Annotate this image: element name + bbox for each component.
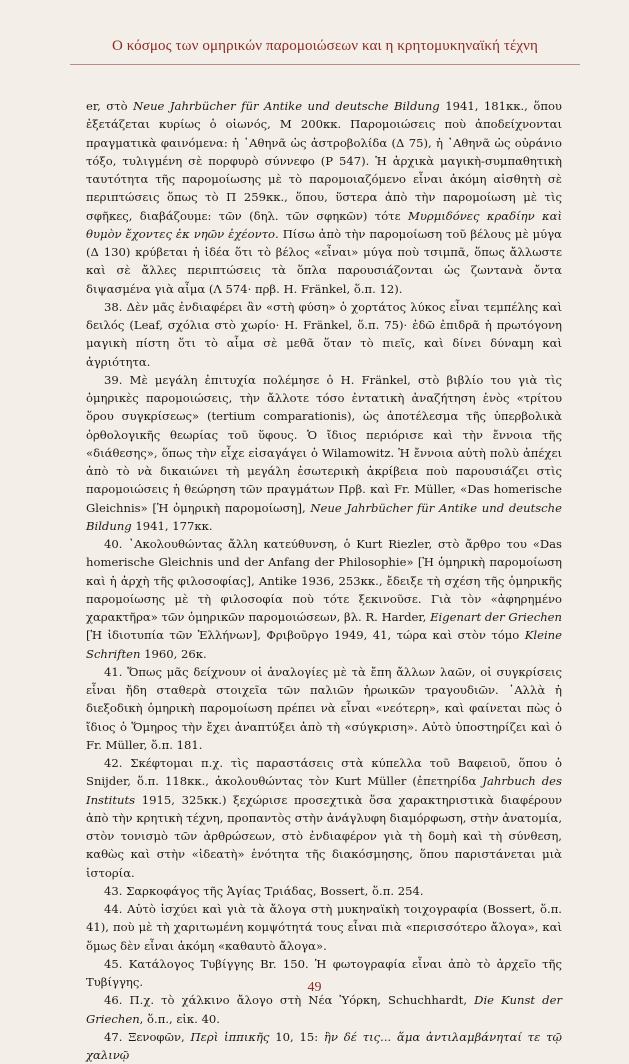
footnote-42: 42. Σκέφτομαι π.χ. τὶς παραστάσεις στὰ κύπελλα τοῦ Βαφειοῦ, ὅπου ὁ Snijder, ὅ.π. 118κκ., ἀκολουθώντας τὸν Kurt Müller (ἐπετηρίδα Jahrbuch des Instituts 1915, 325κκ.) ξεχώρισε προσεχτικὰ ὅσα χαρακτηριστικὰ διαφέρουν ἀπὸ τὴν κρητικὴ τέχνη, προπαντὸς στὴν ἀνάγλυφη διαμόρφωση, στὴν ἀνατομία, στὸν τονισμὸ τῶν ἀρθρώσεων, στὸ ἐνδιαφέρον γιὰ τὴ δομὴ καὶ τὴ σύνθεση, καθὼς καὶ στὴν «ἰδεατὴ» ἑνότητα τῆς διακόσμησης, ὅπου παριστάνεται μιὰ ἱστορία. bbox=[86, 756, 562, 880]
footnotes-body bbox=[86, 97, 562, 1064]
footnote-44: 44. Αὐτὸ ἰσχύει καὶ γιὰ τὰ ἄλογα στὴ μυκηναϊκὴ τοιχογραφία (Bossert, ὅ.π. 41), ποὺ μὲ τὴ χαριτωμένη κομψότητά τους εἶναι πιὰ «περισσότερο ἄλογα», καὶ ὅμως δὲν εἶναι ἀκόμη «καθαυτὸ ἄλογα». bbox=[86, 902, 562, 953]
footnote-40: 40. ᾿Ακολουθώντας ἄλλη κατεύθυνση, ὁ Kurt Riezler, στὸ ἄρθρο του «Das homerische Gleichnis und der Anfang der Philosophie» [Ἡ ὁμηρικὴ παρομοίωση καὶ ἡ ἀρχὴ τῆς φιλοσοφίας], Antike 1936, 253κκ., ἔδειξε τὴ σχέση τῆς ὁμηρικῆς παρομοίωσης μὲ τὴ φιλοσοφία ποὺ τότε ξεκινοῦσε. Γιὰ τὸν «ἀφηρημένο χαρακτῆρα» τῶν ὁμηρικῶν παρομοιώσεων, βλ. R. Harder, Eigenart der Griechen [Ἡ ἰδιοτυπία τῶν Ἑλλήνων], Φριβοῦργο 1949, 41, τώρα καὶ στὸν τόμο Kleine Schriften 1960, 26κ. bbox=[86, 537, 563, 661]
footnote-45: 45. Κατάλογος Τυβίγγης Br. 150. Ἡ φωτογραφία εἶναι ἀπὸ τὸ ἀρχεῖο τῆς Τυβίγγης. bbox=[86, 956, 562, 989]
footnote-46: 46. Π.χ. τὸ χάλκινο ἄλογο στὴ Νέα Ὑόρκη, Schuchhardt, Die Kunst der Griechen, ὅ.π., εἰκ. 40. bbox=[86, 993, 562, 1026]
footnote-continuation: er, στὸ Neue Jahrbücher für Antike und deutsche Bildung 1941, 181κκ., ὅπου ἐξετάζεται κυρίως ὁ οἰωνός, Μ 200κκ. Παρομοιώσεις ποὺ ἀποδείχνονται πραγματικὰ φαινόμενα: ἡ ᾿Αθηνᾶ ὡς ἀστροβολίδα (Δ 75), ἡ ᾿Αθηνᾶ ὡς οὐράνιο τόξο, τυλιγμένη σὲ πορφυρὸ σύννεφο (Ρ 547). Ἡ ἀρχικὰ μαγικὴ-συμπαθητικὴ ταυτότητα τῆς παρομοίωσης μὲ τὸ παρομοιαζόμενο εἶναι ἀκόμη αἰσθητὴ σὲ περιπτώσεις ὅπως τὸ Π 259κκ., ὅπου, ὕστερα ἀπὸ τὴν παρομοίωση μὲ τὶς σφῆκες, διαβάζουμε: τῶν (δηλ. τῶν σφηκῶν) τότε Μυρμιδόνες κραδίην καὶ θυμὸν ἔχοντες ἐκ νηῶν ἐχέοντο. Πίσω ἀπὸ τὴν παρομοίωση τοῦ βέλους μὲ μύγα (Δ 130) κρύβεται ἡ ἰδέα ὅτι τὸ βέλος «εἶναι» μύγα ποὺ τσιμπᾶ, ὅπως ἄλλωστε καὶ σὲ ἄλλες περιπτώσεις τὰ ὅπλα παρουσιάζονται ὡς ζωντανὰ ὄντα διψασμένα γιὰ αἷμα (Λ 574· πρβ. H. Fränkel, ὅ.π. 12). bbox=[86, 99, 562, 296]
footnote-47: 47. Ξενοφῶν, Περὶ ἱππικῆς 10, 15: ἢν δέ τις... ἅμα ἀντιλαμβάνηταί τε τῷ χαλινῷ bbox=[86, 1029, 562, 1062]
footnote-39: 39. Μὲ μεγάλη ἐπιτυχία πολέμησε ὁ H. Fränkel, στὸ βιβλίο του γιὰ τὶς ὁμηρικὲς παρομοιώσεις, τὴν ἄλλοτε τόσο ἐντατικὴ ἀναζήτηση ἑνὸς «τρίτου ὅρου συγκρίσεως» (tertium comparationis), ὡς ἀποτέλεσμα τῆς ὑπερβολικὰ ὀρθολογικῆς θεωρίας τοῦ ὕφους. Ὁ ἴδιος περιόρισε καὶ τὴν ἔννοια τῆς «διάθεσης», ὅπως τὴν εἶχε εἰσαγάγει ὁ Wilamowitz. Ἡ ἔννοια αὐτὴ πολὺ ἀπέχει ἀπὸ τὸ νὰ δικαιώνει τὴ μεγάλη ἐσωτερικὴ ἀκρίβεια ποὺ παρουσιάζει στὶς παρομοιώσεις ἡ θεώρηση τῶν πραγμάτων Πρβ. καὶ Fr. Müller, «Das homerische Gleichnis» [Ἡ ὁμηρικὴ παρομοίωση], Neue Jahrbücher für Antike und deutsche Bildung 1941, 177κκ. bbox=[86, 372, 563, 533]
page-number: 49 bbox=[307, 980, 322, 995]
running-header: Ο κόσμος των ομηρικών παρομοιώσεων και η κρητομυκηναϊκή τέχνη bbox=[112, 38, 538, 54]
footnote-38: 38. Δὲν μᾶς ἐνδιαφέρει ἂν «στὴ φύση» ὁ χορτάτος λύκος εἶναι τεμπέλης καὶ δειλός (Leaf, σχόλια στὸ χωρίο· H. Fränkel, ὅ.π. 75)· ἐδῶ ἐπιδρᾶ ἡ πρωτόγονη μαγικὴ πίστη ὅτι τὸ αἷμα σὲ μεθᾶ ὅταν τὸ πιεῖς, καὶ δίνει δύναμη καὶ ἀγριότητα. bbox=[86, 299, 562, 369]
footnote-41: 41. Ὅπως μᾶς δείχνουν οἱ ἀναλογίες μὲ τὰ ἔπη ἄλλων λαῶν, οἱ συγκρίσεις εἶναι ἤδη σταθερὰ στοιχεῖα τῶν παλιῶν ἡρωικῶν τραγουδιῶν. ᾿Αλλὰ ἡ διεξοδικὴ ὁμηρικὴ παρομοίωση πρέπει νὰ εἶναι «νεότερη», καὶ φαίνεται πὼς ὁ ἴδιος ὁ Ὅμηρος τὴν ἔχει ἀναπτύξει ἀπὸ τὴ «σύγκριση». Αὐτὸ ὑποστηρίζει καὶ ὁ Fr. Müller, ὅ.π. 181. bbox=[86, 664, 562, 752]
footnote-43: 43. Σαρκοφάγος τῆς Ἁγίας Τριάδας, Bossert, ὅ.π. 254. bbox=[104, 883, 424, 898]
header-rule bbox=[70, 64, 580, 65]
